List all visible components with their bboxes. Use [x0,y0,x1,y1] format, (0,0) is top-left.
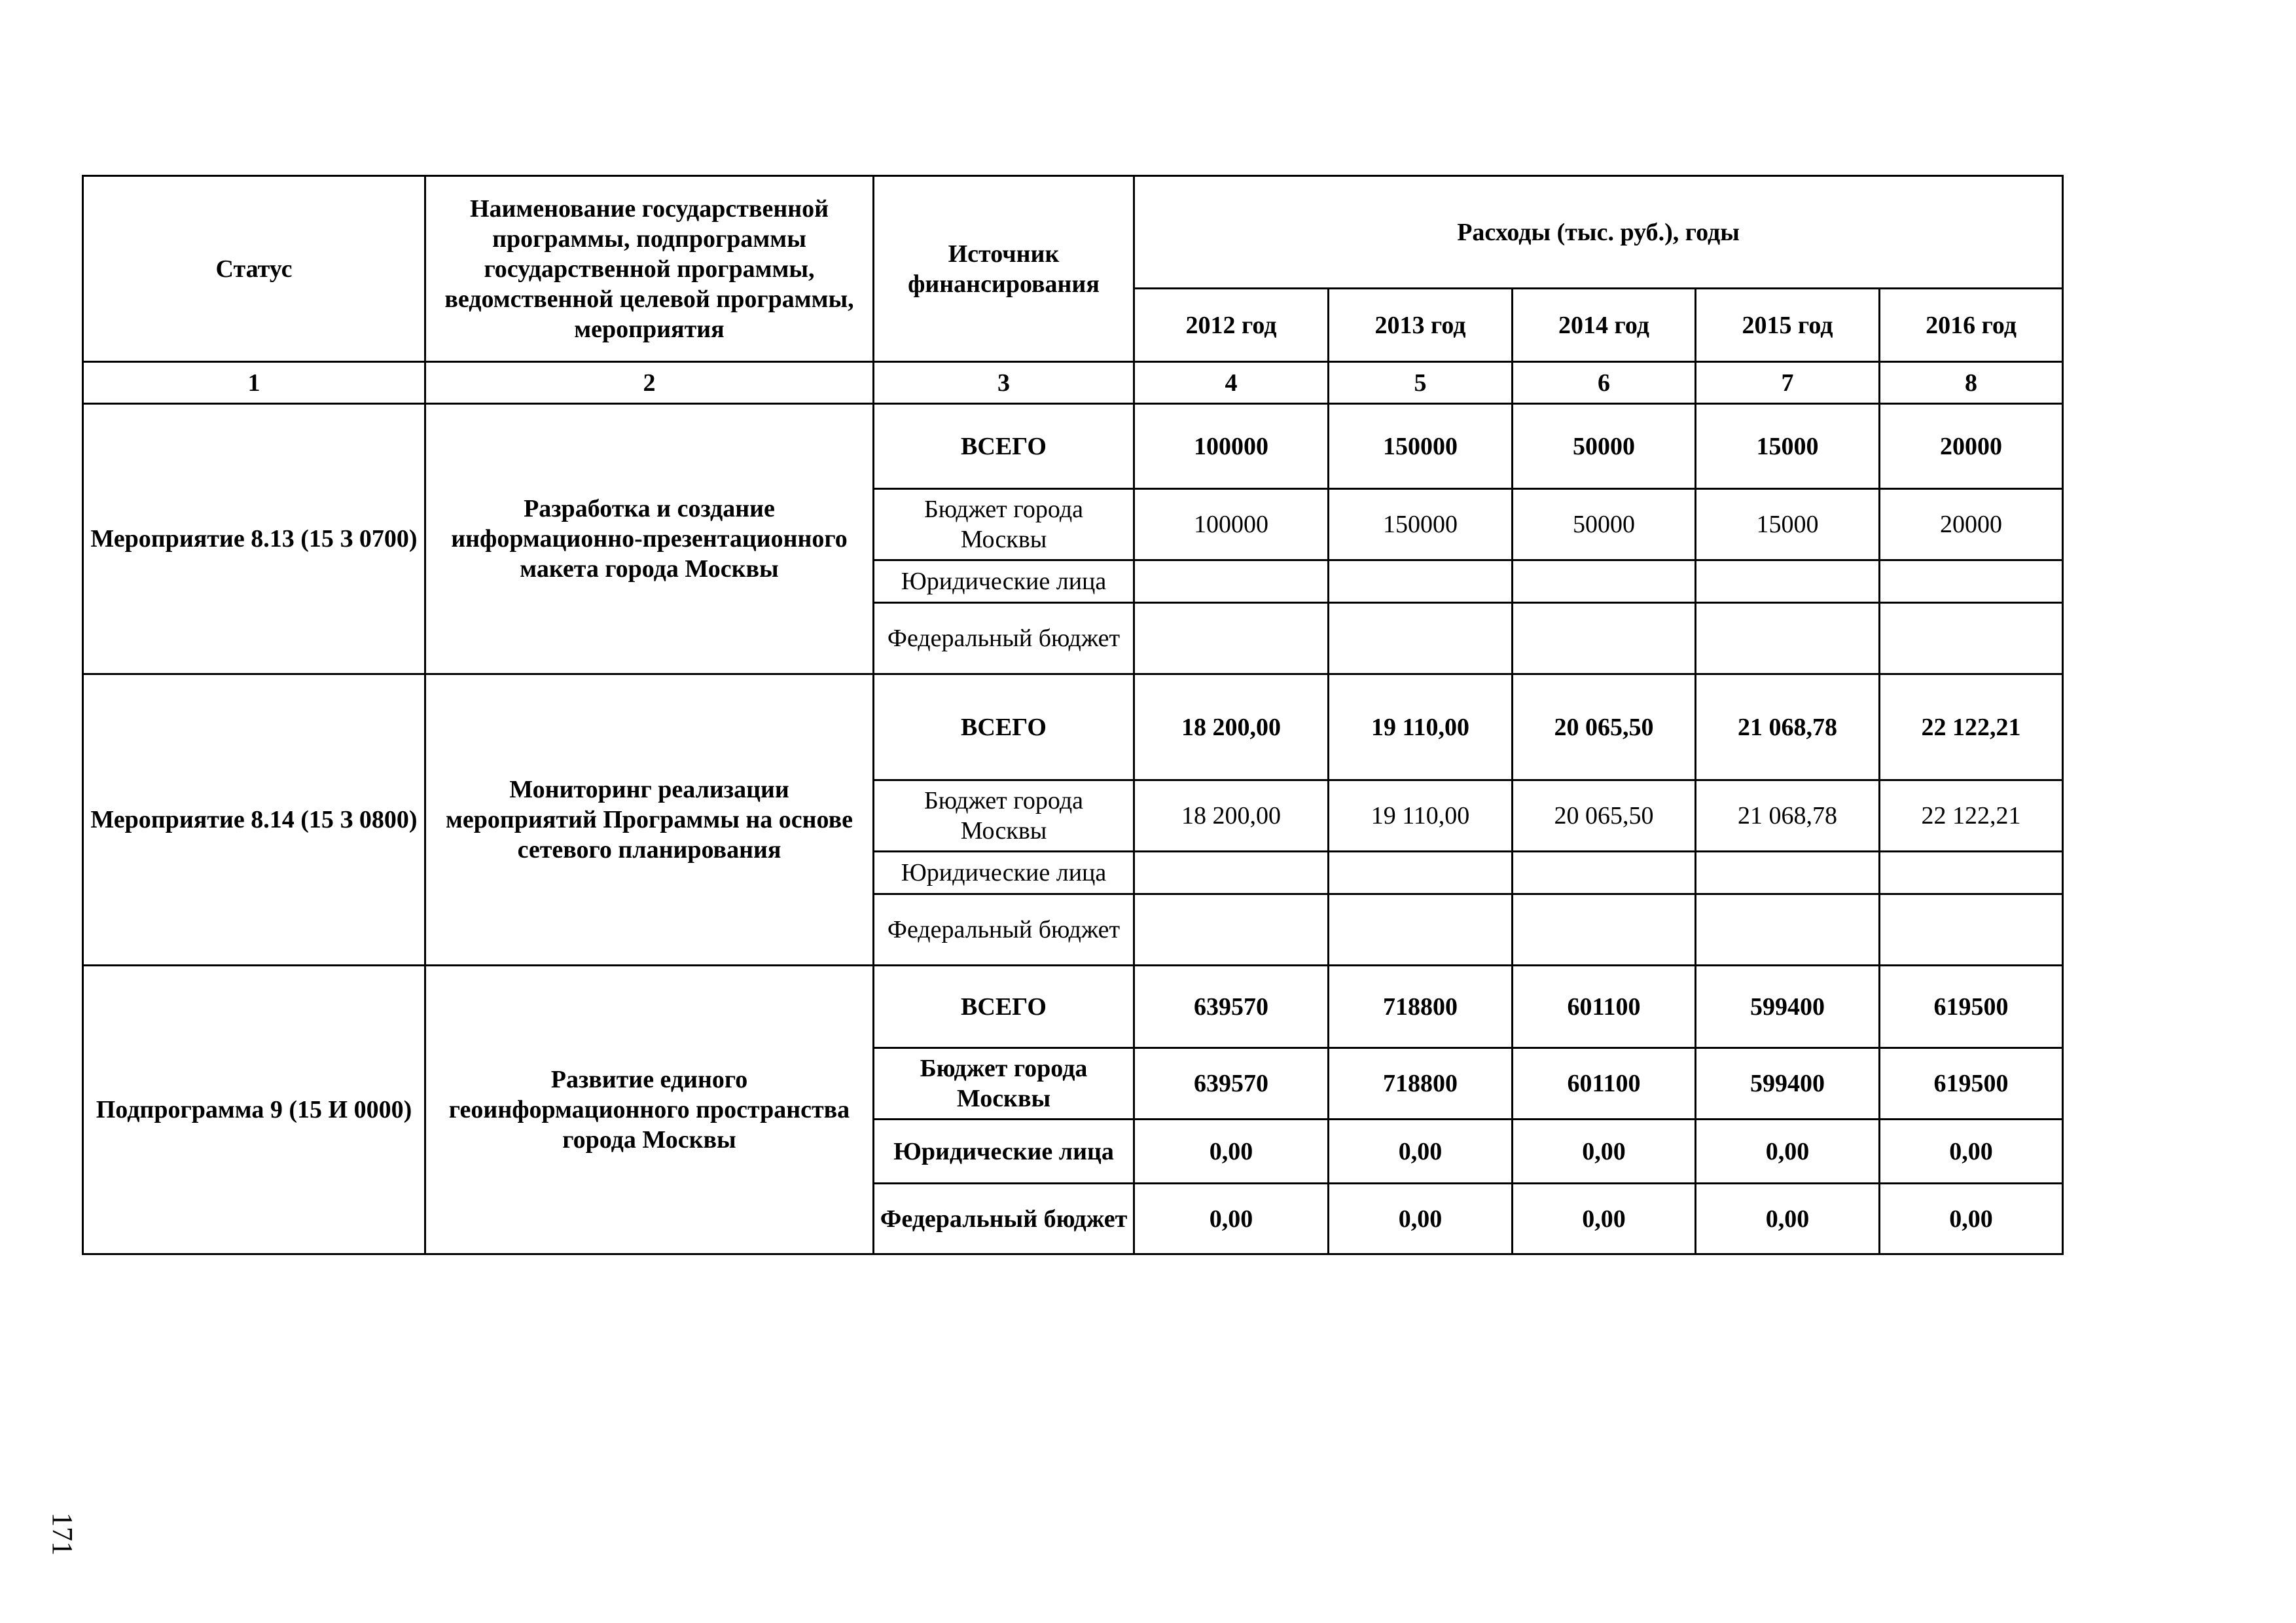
value-cell: 20 065,50 [1513,674,1696,780]
column-number: 3 [874,362,1134,404]
value-cell [1134,894,1329,966]
value-cell [1880,560,2063,603]
value-cell: 601100 [1513,966,1696,1048]
value-cell: 619500 [1880,966,2063,1048]
header-year: 2013 год [1329,289,1513,362]
value-cell: 20000 [1880,404,2063,489]
table-row [83,674,2063,780]
value-cell: 19 110,00 [1329,674,1513,780]
column-number: 2 [425,362,874,404]
column-number: 6 [1513,362,1696,404]
group-name: Развитие единого геоинформационного пространства города Москвы [425,966,874,1254]
source-cell: Юридические лица [874,560,1134,603]
source-cell: ВСЕГО [874,404,1134,489]
value-cell: 15000 [1696,489,1880,560]
column-number: 7 [1696,362,1880,404]
value-cell: 639570 [1134,966,1329,1048]
value-cell: 50000 [1513,404,1696,489]
header-name: Наименование государственной программы, подпрограммы государственной программы, ведомственной целевой программы, мероприятия [425,176,874,362]
source-cell: Бюджет города Москвы [874,1048,1134,1120]
column-number: 8 [1880,362,2063,404]
source-cell: Юридические лица [874,1120,1134,1184]
header-status: Статус [83,176,425,362]
source-cell: Федеральный бюджет [874,1184,1134,1254]
source-cell: ВСЕГО [874,966,1134,1048]
value-cell: 0,00 [1880,1184,2063,1254]
group-status: Мероприятие 8.14 (15 З 0800) [83,674,425,966]
group-name: Разработка и создание информационно-презентационного макета города Москвы [425,404,874,674]
source-cell: Федеральный бюджет [874,603,1134,674]
column-number: 1 [83,362,425,404]
header-expenses: Расходы (тыс. руб.), годы [1134,176,2063,289]
value-cell [1513,603,1696,674]
source-cell: Бюджет города Москвы [874,780,1134,852]
value-cell: 100000 [1134,489,1329,560]
source-cell: Федеральный бюджет [874,894,1134,966]
value-cell: 0,00 [1880,1120,2063,1184]
column-number: 5 [1329,362,1513,404]
value-cell [1880,603,2063,674]
page-number: 171 [46,1512,79,1556]
value-cell [1513,560,1696,603]
value-cell: 20000 [1880,489,2063,560]
value-cell: 15000 [1696,404,1880,489]
value-cell: 21 068,78 [1696,674,1880,780]
value-cell [1134,852,1329,894]
column-number: 4 [1134,362,1329,404]
source-cell: ВСЕГО [874,674,1134,780]
value-cell: 0,00 [1329,1184,1513,1254]
value-cell [1134,560,1329,603]
table-row [83,966,2063,1048]
value-cell: 0,00 [1513,1184,1696,1254]
header-year: 2014 год [1513,289,1696,362]
header-year: 2015 год [1696,289,1880,362]
value-cell: 22 122,21 [1880,780,2063,852]
value-cell: 0,00 [1513,1120,1696,1184]
header-year: 2012 год [1134,289,1329,362]
value-cell: 22 122,21 [1880,674,2063,780]
value-cell [1880,894,2063,966]
value-cell: 619500 [1880,1048,2063,1120]
value-cell: 599400 [1696,966,1880,1048]
value-cell [1329,894,1513,966]
value-cell [1880,852,2063,894]
header-year: 2016 год [1880,289,2063,362]
value-cell: 150000 [1329,489,1513,560]
group-status: Подпрограмма 9 (15 И 0000) [83,966,425,1254]
value-cell: 718800 [1329,966,1513,1048]
value-cell: 0,00 [1329,1120,1513,1184]
value-cell: 21 068,78 [1696,780,1880,852]
value-cell [1696,603,1880,674]
value-cell [1513,852,1696,894]
value-cell: 0,00 [1696,1120,1880,1184]
value-cell: 639570 [1134,1048,1329,1120]
value-cell [1513,894,1696,966]
value-cell: 100000 [1134,404,1329,489]
value-cell: 20 065,50 [1513,780,1696,852]
value-cell [1696,894,1880,966]
value-cell: 599400 [1696,1048,1880,1120]
value-cell: 0,00 [1134,1120,1329,1184]
value-cell [1134,603,1329,674]
group-status: Мероприятие 8.13 (15 З 0700) [83,404,425,674]
value-cell: 601100 [1513,1048,1696,1120]
header-source: Источник финансирования [874,176,1134,362]
value-cell: 0,00 [1134,1184,1329,1254]
value-cell: 0,00 [1696,1184,1880,1254]
value-cell: 150000 [1329,404,1513,489]
group-name: Мониторинг реализации мероприятий Программы на основе сетевого планирования [425,674,874,966]
value-cell: 718800 [1329,1048,1513,1120]
value-cell: 50000 [1513,489,1696,560]
value-cell [1329,603,1513,674]
value-cell [1696,852,1880,894]
source-cell: Юридические лица [874,852,1134,894]
value-cell [1329,560,1513,603]
value-cell [1696,560,1880,603]
value-cell: 18 200,00 [1134,780,1329,852]
value-cell: 19 110,00 [1329,780,1513,852]
value-cell: 18 200,00 [1134,674,1329,780]
source-cell: Бюджет города Москвы [874,489,1134,560]
budget-table [82,175,2064,1255]
table-row [83,404,2063,489]
value-cell [1329,852,1513,894]
